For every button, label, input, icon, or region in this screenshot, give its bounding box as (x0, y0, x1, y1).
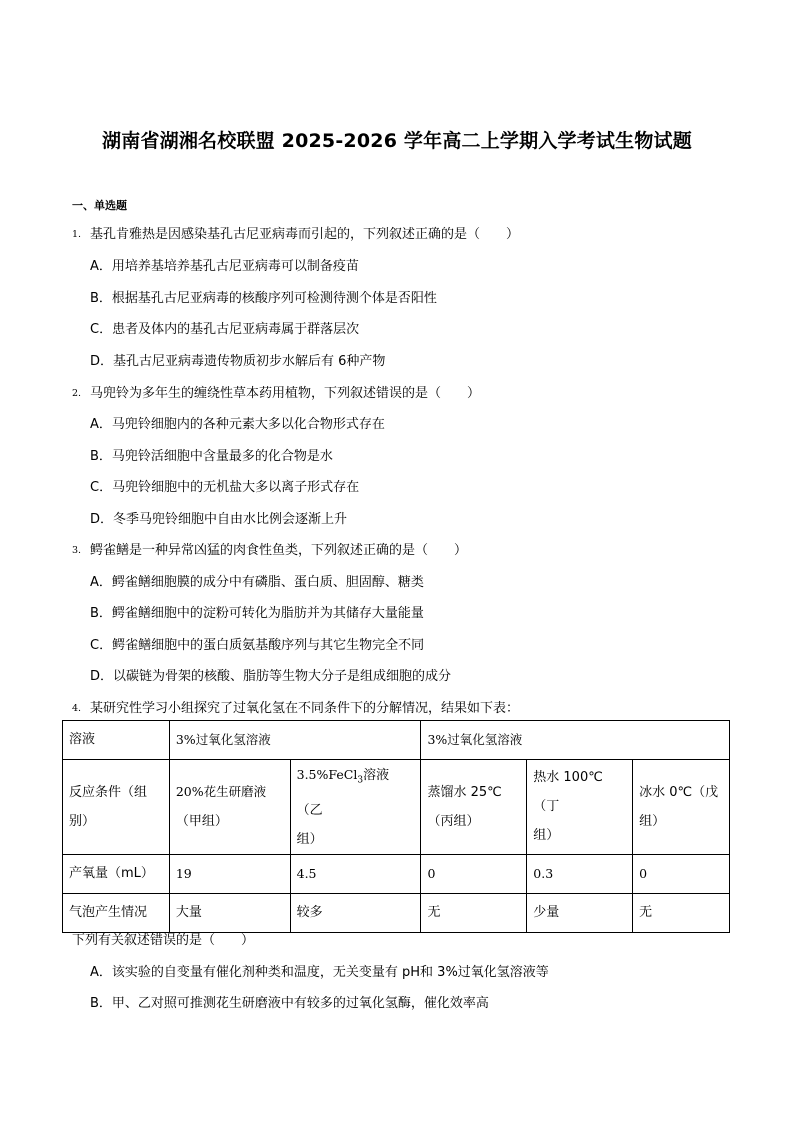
table-cell: 大量 (169, 893, 290, 932)
question-4 (72, 697, 519, 716)
q4-option-b: B．甲、乙对照可推测花生研磨液中有较多的过氧化氢酶，催化效率高 (90, 996, 489, 1011)
table-cell (527, 760, 633, 855)
table-cell (63, 760, 170, 855)
cell-line: 蒸馏水 25℃ (427, 784, 502, 800)
question-1 (72, 223, 519, 242)
table-cell: 0 (421, 854, 527, 893)
question-number: 3. (72, 545, 82, 556)
cell-line: 组） (296, 831, 323, 847)
table-cell: 3%过氧化氢溶液 (421, 721, 730, 760)
table-row (63, 854, 730, 893)
table-cell: 0.3 (527, 854, 633, 893)
table-cell: 产氧量（mL） (63, 854, 170, 893)
table-row (63, 721, 730, 760)
table-cell: 19 (169, 854, 290, 893)
question-number: 4. (72, 703, 82, 714)
q1-option-d: D．基孔古尼亚病毒遗传物质初步水解后有 6种产物 (90, 354, 386, 369)
q3-option-b: B．鳄雀鳝细胞中的淀粉可转化为脂肪并为其储存大量能量 (90, 606, 424, 621)
question-stem: 鳄雀鳝是一种异常凶猛的肉食性鱼类，下列叙述正确的是（ ） (90, 543, 468, 558)
q2-option-b: B．马兜铃活细胞中含量最多的化合物是水 (90, 449, 333, 464)
q3-option-d: D．以碳链为骨架的核酸、脂肪等生物大分子是组成细胞的成分 (90, 669, 452, 684)
table-cell: 无 (633, 893, 730, 932)
table-cell: 气泡产生情况 (63, 893, 170, 932)
q3-option-a: A．鳄雀鳝细胞膜的成分中有磷脂、蛋白质、胆固醇、糖类 (90, 575, 424, 590)
subscript: 3 (357, 775, 364, 786)
q4-followup: 下列有关叙述错误的是（ ） (72, 933, 255, 948)
question-stem: 马兜铃为多年生的缠绕性草本药用植物，下列叙述错误的是（ ） (90, 386, 481, 401)
cell-line: 组） (533, 828, 560, 844)
question-stem: 基孔肯雅热是因感染基孔古尼亚病毒而引起的，下列叙述正确的是（ ） (90, 227, 520, 242)
table-row (63, 893, 730, 932)
q1-option-a: A．用培养基培养基孔古尼亚病毒可以制备疫苗 (90, 259, 359, 274)
cell-line: （丙组） (427, 813, 480, 829)
cell-line: 别） (69, 813, 96, 829)
q1-option-c: C．患者及体内的基孔古尼亚病毒属于群落层次 (90, 322, 360, 337)
table-cell (633, 760, 730, 855)
table-cell: 较多 (290, 893, 421, 932)
cell-line: 热水 100℃（丁 (533, 770, 603, 815)
q3-option-c: C．鳄雀鳝细胞中的蛋白质氨基酸序列与其它生物完全不同 (90, 638, 425, 653)
table-cell: 4.5 (290, 854, 421, 893)
table-cell (290, 760, 421, 855)
section-heading: 一、单选题 (72, 199, 127, 212)
table-cell: 溶液 (63, 721, 170, 760)
exam-title: 湖南省湖湘名校联盟 2025-2026 学年高二上学期入学考试生物试题 (102, 130, 692, 152)
table-cell: 无 (421, 893, 527, 932)
table-cell: 3%过氧化氢溶液 (169, 721, 421, 760)
q2-option-c: C．马兜铃细胞中的无机盐大多以离子形式存在 (90, 480, 360, 495)
q1-option-b: B．根据基孔古尼亚病毒的核酸序列可检测待测个体是否阳性 (90, 291, 437, 306)
question-number: 2. (72, 388, 82, 399)
table-cell (421, 760, 527, 855)
question-2 (72, 382, 480, 401)
table-row (63, 760, 730, 855)
cell-line: 冰水 0℃（戊 (639, 784, 719, 800)
cell-line: 组） (639, 813, 666, 829)
table-cell: 少量 (527, 893, 633, 932)
table-cell (169, 760, 290, 855)
table-cell: 0 (633, 854, 730, 893)
question-3 (72, 539, 467, 558)
q2-option-d: D．冬季马兜铃细胞中自由水比例会逐渐上升 (90, 512, 348, 527)
question-stem: 某研究性学习小组探究了过氧化氢在不同条件下的分解情况，结果如下表： (90, 701, 520, 716)
cell-line: 溶液（乙 (296, 768, 390, 818)
q4-option-a: A．该实验的自变量有催化剂种类和温度，无关变量有 pH和 3%过氧化氢溶液等 (90, 965, 549, 980)
q2-option-a: A．马兜铃细胞内的各种元素大多以化合物形式存在 (90, 417, 385, 432)
cell-line: 3.5%FeCl (296, 767, 358, 782)
results-table (62, 720, 730, 933)
cell-line: 20%花生研磨液 (175, 784, 267, 800)
cell-line: （甲组） (175, 814, 228, 830)
question-number: 1. (72, 229, 82, 240)
cell-line: 反应条件（组 (69, 784, 148, 800)
